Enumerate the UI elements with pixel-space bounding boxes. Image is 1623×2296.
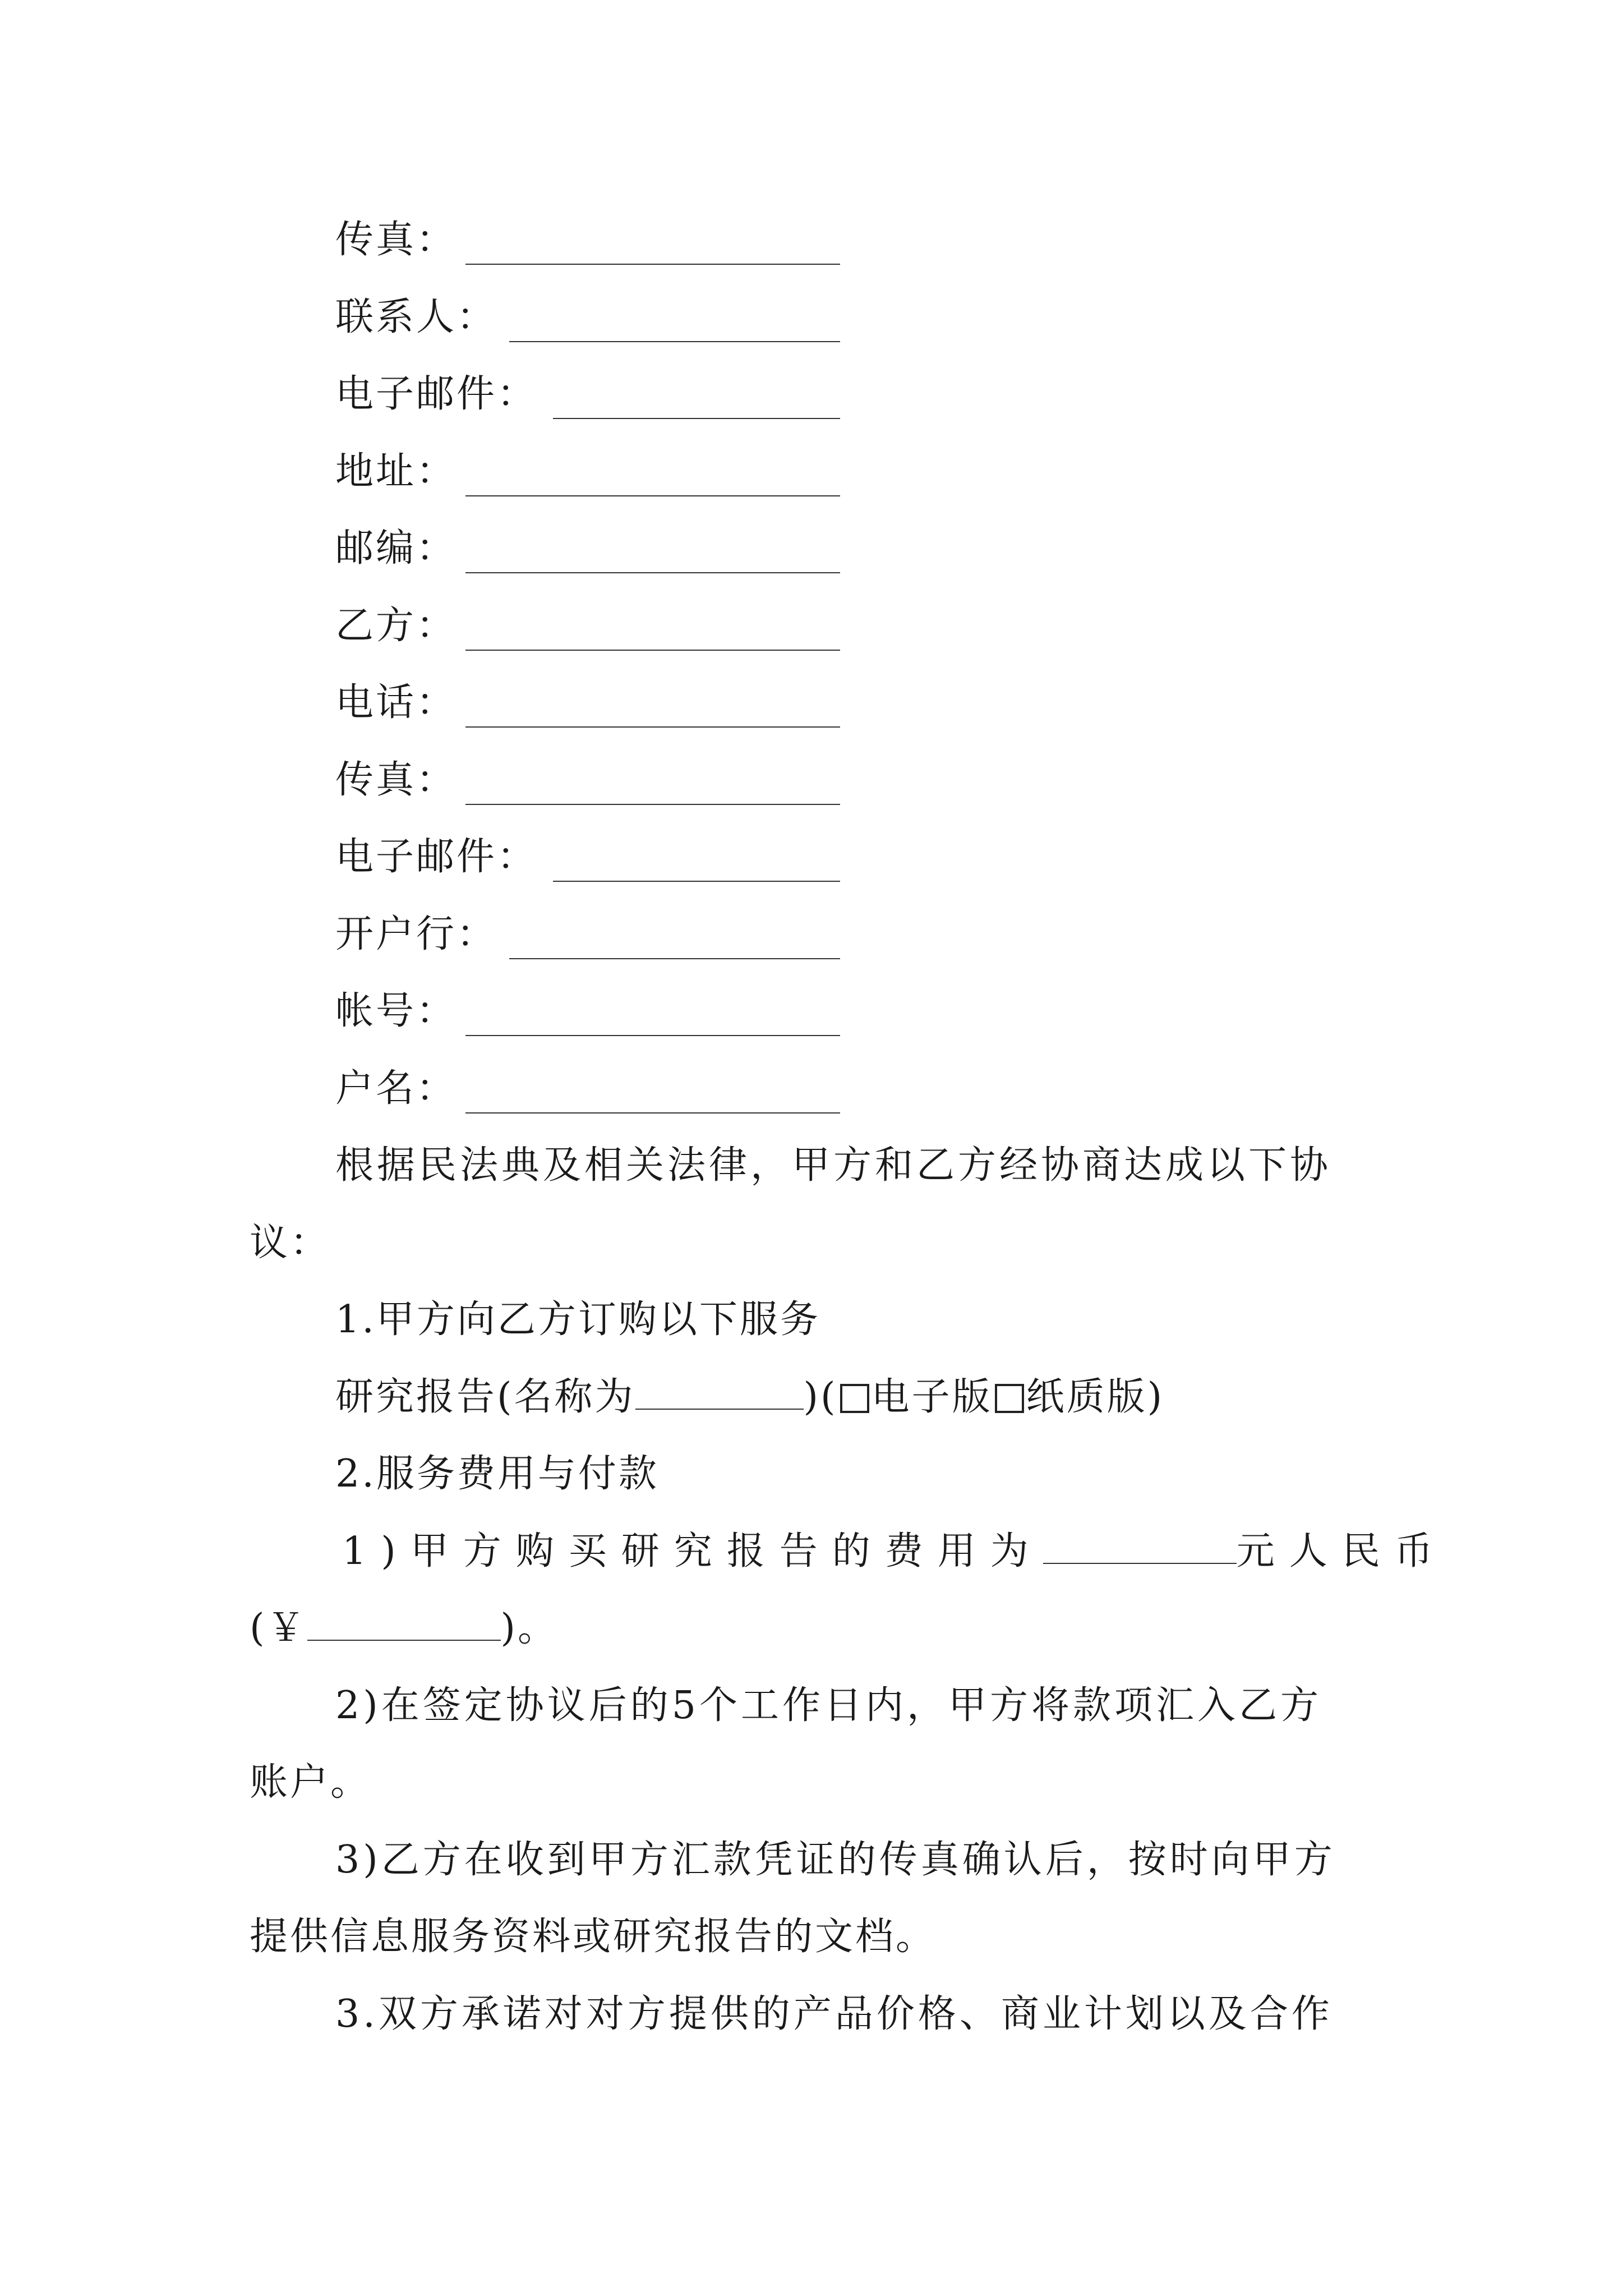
option-electronic-label: 电子版 (871, 1375, 993, 1419)
item2-p1-line2 (250, 1602, 558, 1655)
field-postcode-blank[interactable] (465, 572, 840, 573)
field-label: 电子邮件： (335, 835, 538, 879)
field-label: 电子邮件： (335, 372, 538, 416)
field-fax-blank[interactable] (465, 264, 840, 265)
report-suffix: ) (1147, 1375, 1165, 1419)
report-name-blank[interactable] (635, 1375, 804, 1410)
field-label: 开户行： (335, 912, 497, 956)
paper-checkbox[interactable] (995, 1384, 1024, 1413)
field-fax-b-blank[interactable] (465, 804, 840, 805)
field-party-b-blank[interactable] (465, 650, 840, 651)
intro-line-2: 议： (250, 1221, 331, 1265)
field-contact-blank[interactable] (509, 341, 840, 342)
electronic-checkbox[interactable] (840, 1384, 869, 1413)
field-label: 传真： (335, 218, 457, 262)
p1-line2-suffix: )。 (500, 1606, 559, 1650)
item2-p3-line1: 3)乙方在收到甲方汇款凭证的传真确认后，按时向甲方 (335, 1838, 1336, 1882)
field-email-blank[interactable] (553, 418, 840, 419)
field-address (335, 445, 457, 499)
option-paper-label: 纸质版 (1026, 1375, 1147, 1419)
field-account-blank[interactable] (465, 1035, 840, 1036)
field-label: 乙方： (335, 604, 457, 648)
field-phone-blank[interactable] (465, 726, 840, 728)
field-account (335, 984, 457, 1038)
field-address-blank[interactable] (465, 495, 840, 496)
report-line (335, 1370, 1164, 1424)
field-label: 户名： (335, 1066, 457, 1111)
p1-line2-prefix: (￥ (250, 1606, 307, 1650)
field-account-name (335, 1062, 457, 1116)
item2-p2-line1: 2)在签定协议后的5个工作日内，甲方将款项汇入乙方 (335, 1683, 1322, 1728)
field-fax-b (335, 753, 457, 807)
item1-heading: 1.甲方向乙方订购以下服务 (335, 1297, 820, 1342)
item2-p2-line2: 账户。 (250, 1760, 371, 1805)
field-label: 传真： (335, 758, 457, 802)
item3-line1: 3.双方承诺对对方提供的产品价格、商业计划以及合作 (335, 1992, 1333, 2036)
fee-yuan-blank[interactable] (307, 1606, 501, 1641)
field-label: 电话： (335, 680, 457, 725)
field-label: 联系人： (335, 295, 497, 339)
field-email-b (335, 830, 537, 884)
field-bank (335, 908, 497, 961)
item2-p1-line1 (342, 1525, 1447, 1579)
report-prefix: 研究报告(名称为 (335, 1375, 635, 1419)
field-email-b-blank[interactable] (553, 881, 840, 882)
item2-heading: 2.服务费用与付款 (335, 1452, 659, 1496)
field-contact (335, 291, 497, 344)
field-email (335, 367, 537, 421)
p1-prefix: 1)甲方购买研究报告的费用为 (342, 1529, 1043, 1573)
item2-p3-line2: 提供信息服务资料或研究报告的文档。 (250, 1915, 937, 1959)
p1-suffix: 元人民币 (1236, 1529, 1447, 1573)
field-postcode (335, 522, 457, 576)
field-label: 帐号： (335, 989, 457, 1033)
field-label: 地址： (335, 449, 457, 494)
field-party-b (335, 599, 457, 653)
field-label: 邮编： (335, 526, 457, 570)
field-phone (335, 676, 457, 730)
field-bank-blank[interactable] (509, 958, 840, 959)
fee-amount-blank[interactable] (1043, 1529, 1237, 1564)
intro-line-1: 根据民法典及相关法律，甲方和乙方经协商达成以下协 (335, 1143, 1332, 1188)
field-fax (335, 213, 457, 267)
report-mid: )( (803, 1375, 838, 1419)
field-account-name-blank[interactable] (465, 1112, 840, 1114)
